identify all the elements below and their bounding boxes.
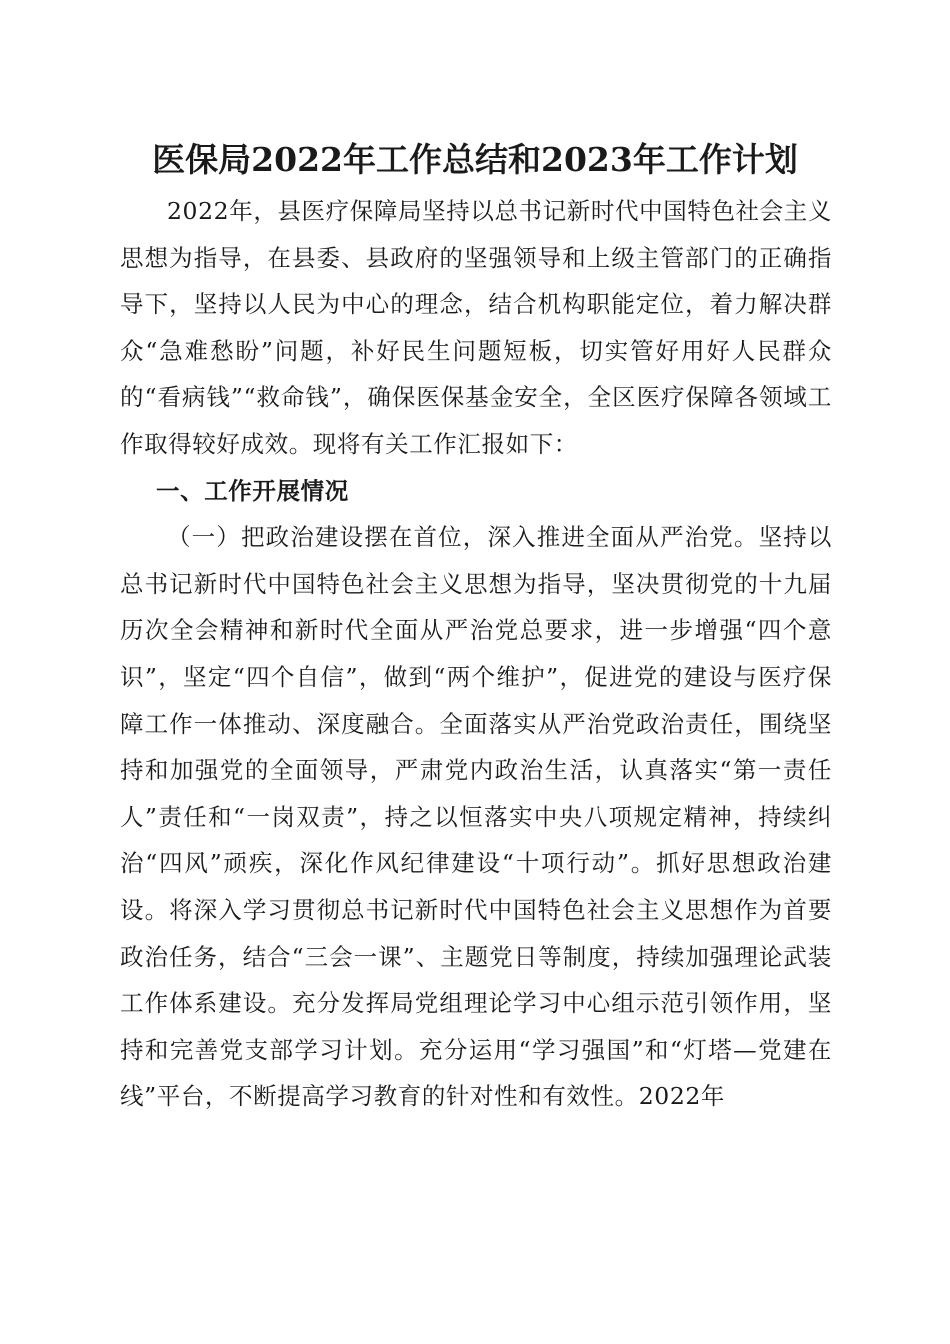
intro-paragraph: 2022年，县医疗保障局坚持以总书记新时代中国特色社会主义思想为指导，在县委、县政府的坚强领导和上级主管部门的正确指导下，坚持以人民为中心的理念，结合机构职能定位，着力解决群众“急难愁盼”问题，补好民生问题短板，切实管好用好人民群众的“看病钱”“救命钱”，确保医保基金安全，全区医疗保障各领域工作取得较好成效。现将有关工作汇报如下： (120, 197, 832, 458)
subsection-body: 坚持以总书记新时代中国特色社会主义思想为指导，坚决贯彻党的十九届历次全会精神和新时代全面从严治党总要求，进一步增强“四个意识”，坚定“四个自信”，做到“两个维护”，促进党的建设与医疗保障工作一体推动、深度融合。全面落实从严治党政治责任，围绕坚持和加强党的全面领导，严肃党内政治生活，认真落实“第一责任人”责任和“一岗双责”，持之以恒落实中央八项规定精神，持续纠治“四风”顽疾，深化作风纪律建设“十项行动”。抓好思想政治建设。将深入学习贯彻总书记新时代中国特色社会主义思想作为首要政治任务，结合“三会一课”、主题党日等制度，持续加强理论武装工作体系建设。充分发挥局党组理论学习中心组示范引领作用，坚持和完善党支部学习计划。充分运用“学习强国”和“灯塔—党建在线”平台，不断提高学习教育的针对性和有效性。2022年 (120, 523, 832, 1111)
document-body (120, 188, 832, 1120)
subsection-heading: （一）把政治建设摆在首位，深入推进全面从严治党。 (167, 523, 759, 552)
subsection-paragraph (120, 514, 832, 1120)
document-title: 医保局2022年工作总结和2023年工作计划 (152, 140, 798, 179)
section-heading: 一、工作开展情况 (156, 476, 349, 505)
